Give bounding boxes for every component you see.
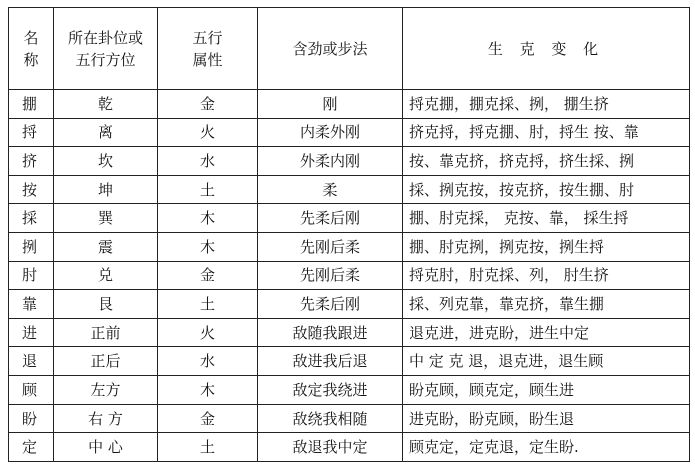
cell-name: 挤 [9,147,54,176]
cell-relations: 掤、肘克採， 克按、靠， 採生捋 [403,204,690,233]
cell-name: 盼 [9,404,54,433]
cell-position: 乾 [54,90,158,119]
cell-method: 先柔后刚 [258,290,403,319]
cell-method: 柔 [258,175,403,204]
cell-name: 顾 [9,376,54,405]
cell-element: 土 [158,290,258,319]
cell-position: 兑 [54,261,158,290]
table-row [9,233,690,262]
cell-relations: 按、靠克挤，挤克捋，挤生採、挒 [403,147,690,176]
cell-element: 木 [158,376,258,405]
cell-position: 坎 [54,147,158,176]
table-header-row [9,8,690,90]
table-row [9,347,690,376]
cell-position: 巽 [54,204,158,233]
cell-element: 土 [158,175,258,204]
cell-element: 金 [158,261,258,290]
table-row [9,175,690,204]
cell-position: 中 心 [54,433,158,462]
table-row [9,404,690,433]
cell-element: 水 [158,147,258,176]
cell-relations: 採、列克靠，靠克挤，靠生掤 [403,290,690,319]
cell-relations: 进克盼，盼克顾，盼生退 [403,404,690,433]
cell-name: 定 [9,433,54,462]
cell-relations: 採、挒克按，按克挤，按生掤、肘 [403,175,690,204]
cell-name: 採 [9,204,54,233]
cell-position: 离 [54,118,158,147]
cell-position: 艮 [54,290,158,319]
cell-position: 正后 [54,347,158,376]
cell-relations: 掤、肘克挒，挒克按，挒生捋 [403,233,690,262]
cell-relations: 退克进，进克盼，进生中定 [403,318,690,347]
cell-position: 右 方 [54,404,158,433]
cell-method: 先刚后柔 [258,233,403,262]
cell-element: 水 [158,347,258,376]
table-row [9,261,690,290]
cell-relations: 捋克掤，掤克採、挒， 掤生挤 [403,90,690,119]
table-row [9,204,690,233]
cell-position: 左方 [54,376,158,405]
cell-element: 火 [158,318,258,347]
table-row [9,147,690,176]
table-row [9,433,690,462]
cell-element: 金 [158,404,258,433]
cell-relations: 顾克定，定克退，定生盼. [403,433,690,462]
wuxing-table [8,7,690,462]
cell-name: 掤 [9,90,54,119]
header-relations: 生 克 变 化 [403,8,690,90]
cell-relations: 盼克顾，顾克定，顾生进 [403,376,690,405]
cell-name: 捋 [9,118,54,147]
cell-name: 靠 [9,290,54,319]
cell-method: 敌退我中定 [258,433,403,462]
cell-relations: 中 定 克 退，退克进，退生顾 [403,347,690,376]
table-row [9,90,690,119]
cell-name: 肘 [9,261,54,290]
cell-method: 刚 [258,90,403,119]
cell-relations: 挤克捋，捋克掤、肘，捋生 按、靠 [403,118,690,147]
cell-method: 敌进我后退 [258,347,403,376]
table-row [9,318,690,347]
cell-method: 外柔内刚 [258,147,403,176]
cell-relations: 捋克肘，肘克採、列， 肘生挤 [403,261,690,290]
cell-element: 木 [158,233,258,262]
cell-method: 敌定我绕进 [258,376,403,405]
cell-element: 土 [158,433,258,462]
cell-name: 挒 [9,233,54,262]
cell-method: 先刚后柔 [258,261,403,290]
cell-position: 坤 [54,175,158,204]
cell-method: 内柔外刚 [258,118,403,147]
cell-method: 敌绕我相随 [258,404,403,433]
header-method: 含劲或步法 [258,8,403,90]
cell-name: 按 [9,175,54,204]
cell-method: 敌随我跟进 [258,318,403,347]
header-element: 五行属性 [158,8,258,90]
header-position: 所在卦位或五行方位 [54,8,158,90]
cell-element: 木 [158,204,258,233]
header-name: 名称 [9,8,54,90]
cell-element: 金 [158,90,258,119]
table-row [9,290,690,319]
cell-position: 震 [54,233,158,262]
table-row [9,118,690,147]
cell-name: 退 [9,347,54,376]
cell-element: 火 [158,118,258,147]
cell-position: 正前 [54,318,158,347]
cell-method: 先柔后刚 [258,204,403,233]
cell-name: 进 [9,318,54,347]
table-row [9,376,690,405]
